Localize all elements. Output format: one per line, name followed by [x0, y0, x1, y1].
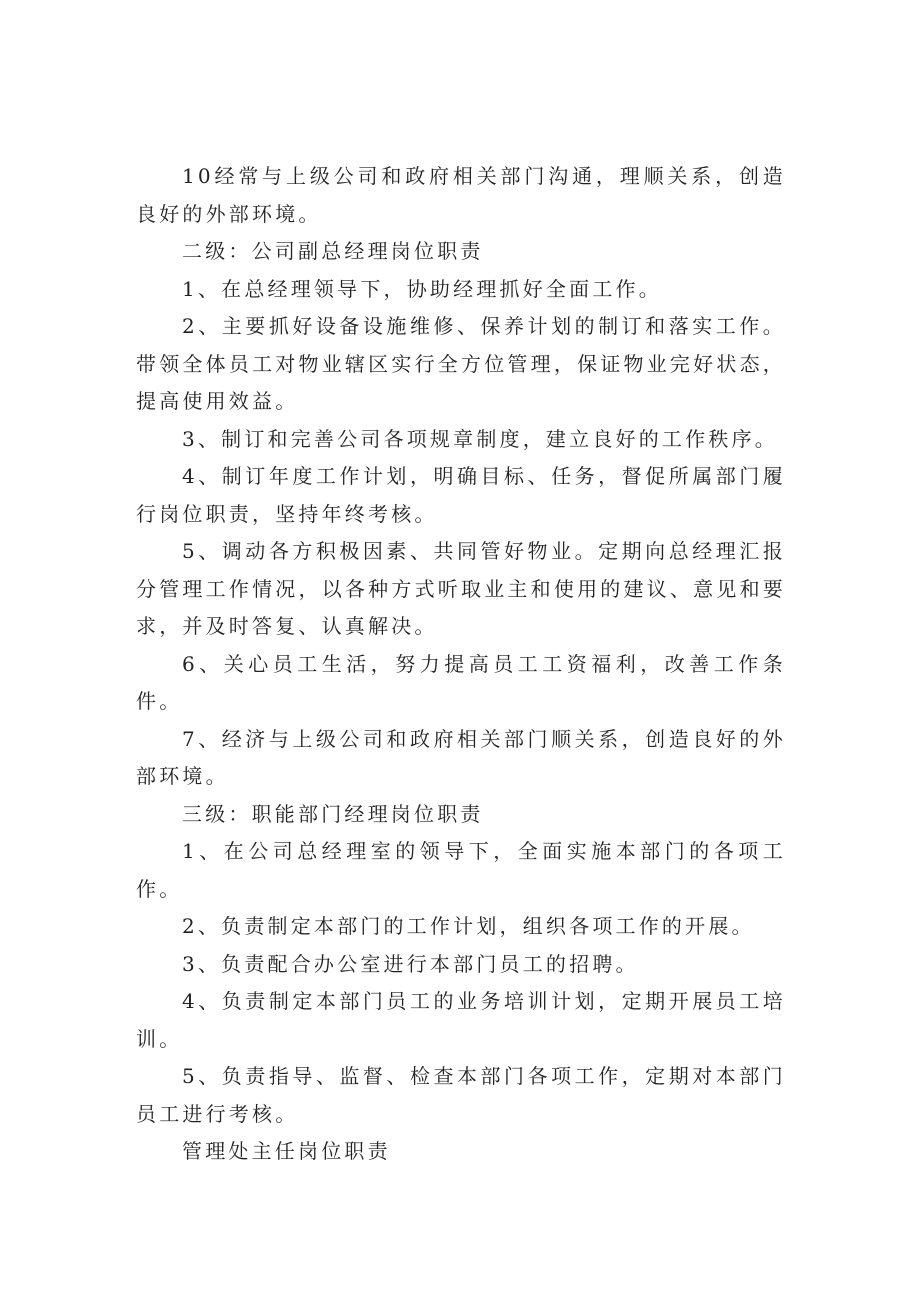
document-body: [136, 158, 786, 1171]
paragraph-deputy-duty-1: 1、在总经理领导下，协助经理抓好全面工作。: [182, 276, 662, 301]
paragraph-deputy-duty-5: 5、调动各方积极因素、共同管好物业。定期向总经理汇报分管理工作情况，以各种方式听取业主和使用的建议、意见和要求，并及时答复、认真解决。: [136, 539, 786, 638]
paragraph-deputy-duty-6: 6、关心员工生活，努力提高员工工资福利，改善工作条件。: [136, 651, 786, 713]
paragraph-external-relations: 10经常与上级公司和政府相关部门沟通，理顺关系，创造良好的外部环境。: [136, 164, 786, 226]
paragraph-manager-duty-4: 4、负责制定本部门员工的业务培训计划，定期开展员工培训。: [136, 989, 786, 1051]
heading-level-3-department-manager: 三级：职能部门经理岗位职责: [182, 801, 484, 826]
paragraph-manager-duty-1: 1、在公司总经理室的领导下，全面实施本部门的各项工作。: [136, 839, 786, 901]
heading-level-2-deputy-gm: 二级：公司副总经理岗位职责: [182, 239, 484, 263]
paragraph-manager-duty-2: 2、负责制定本部门的工作计划，组织各项工作的开展。: [182, 914, 755, 938]
paragraph-manager-duty-5: 5、负责指导、监督、检查本部门各项工作，定期对本部门员工进行考核。: [136, 1064, 786, 1126]
paragraph-manager-duty-3: 3、负责配合办公室进行本部门员工的招聘。: [182, 951, 639, 976]
paragraph-deputy-duty-2: 2、主要抓好设备设施维修、保养计划的制订和落实工作。带领全体员工对物业辖区实行全方位管理，保证物业完好状态，提高使用效益。: [136, 314, 786, 413]
paragraph-deputy-duty-3: 3、制订和完善公司各项规章制度，建立良好的工作秩序。: [182, 426, 778, 451]
paragraph-deputy-duty-4: 4、制订年度工作计划，明确目标、任务，督促所属部门履行岗位职责，坚持年终考核。: [136, 464, 786, 526]
heading-office-director: 管理处主任岗位职责: [182, 1139, 391, 1163]
paragraph-deputy-duty-7: 7、经济与上级公司和政府相关部门顺关系，创造良好的外部环境。: [136, 726, 786, 788]
